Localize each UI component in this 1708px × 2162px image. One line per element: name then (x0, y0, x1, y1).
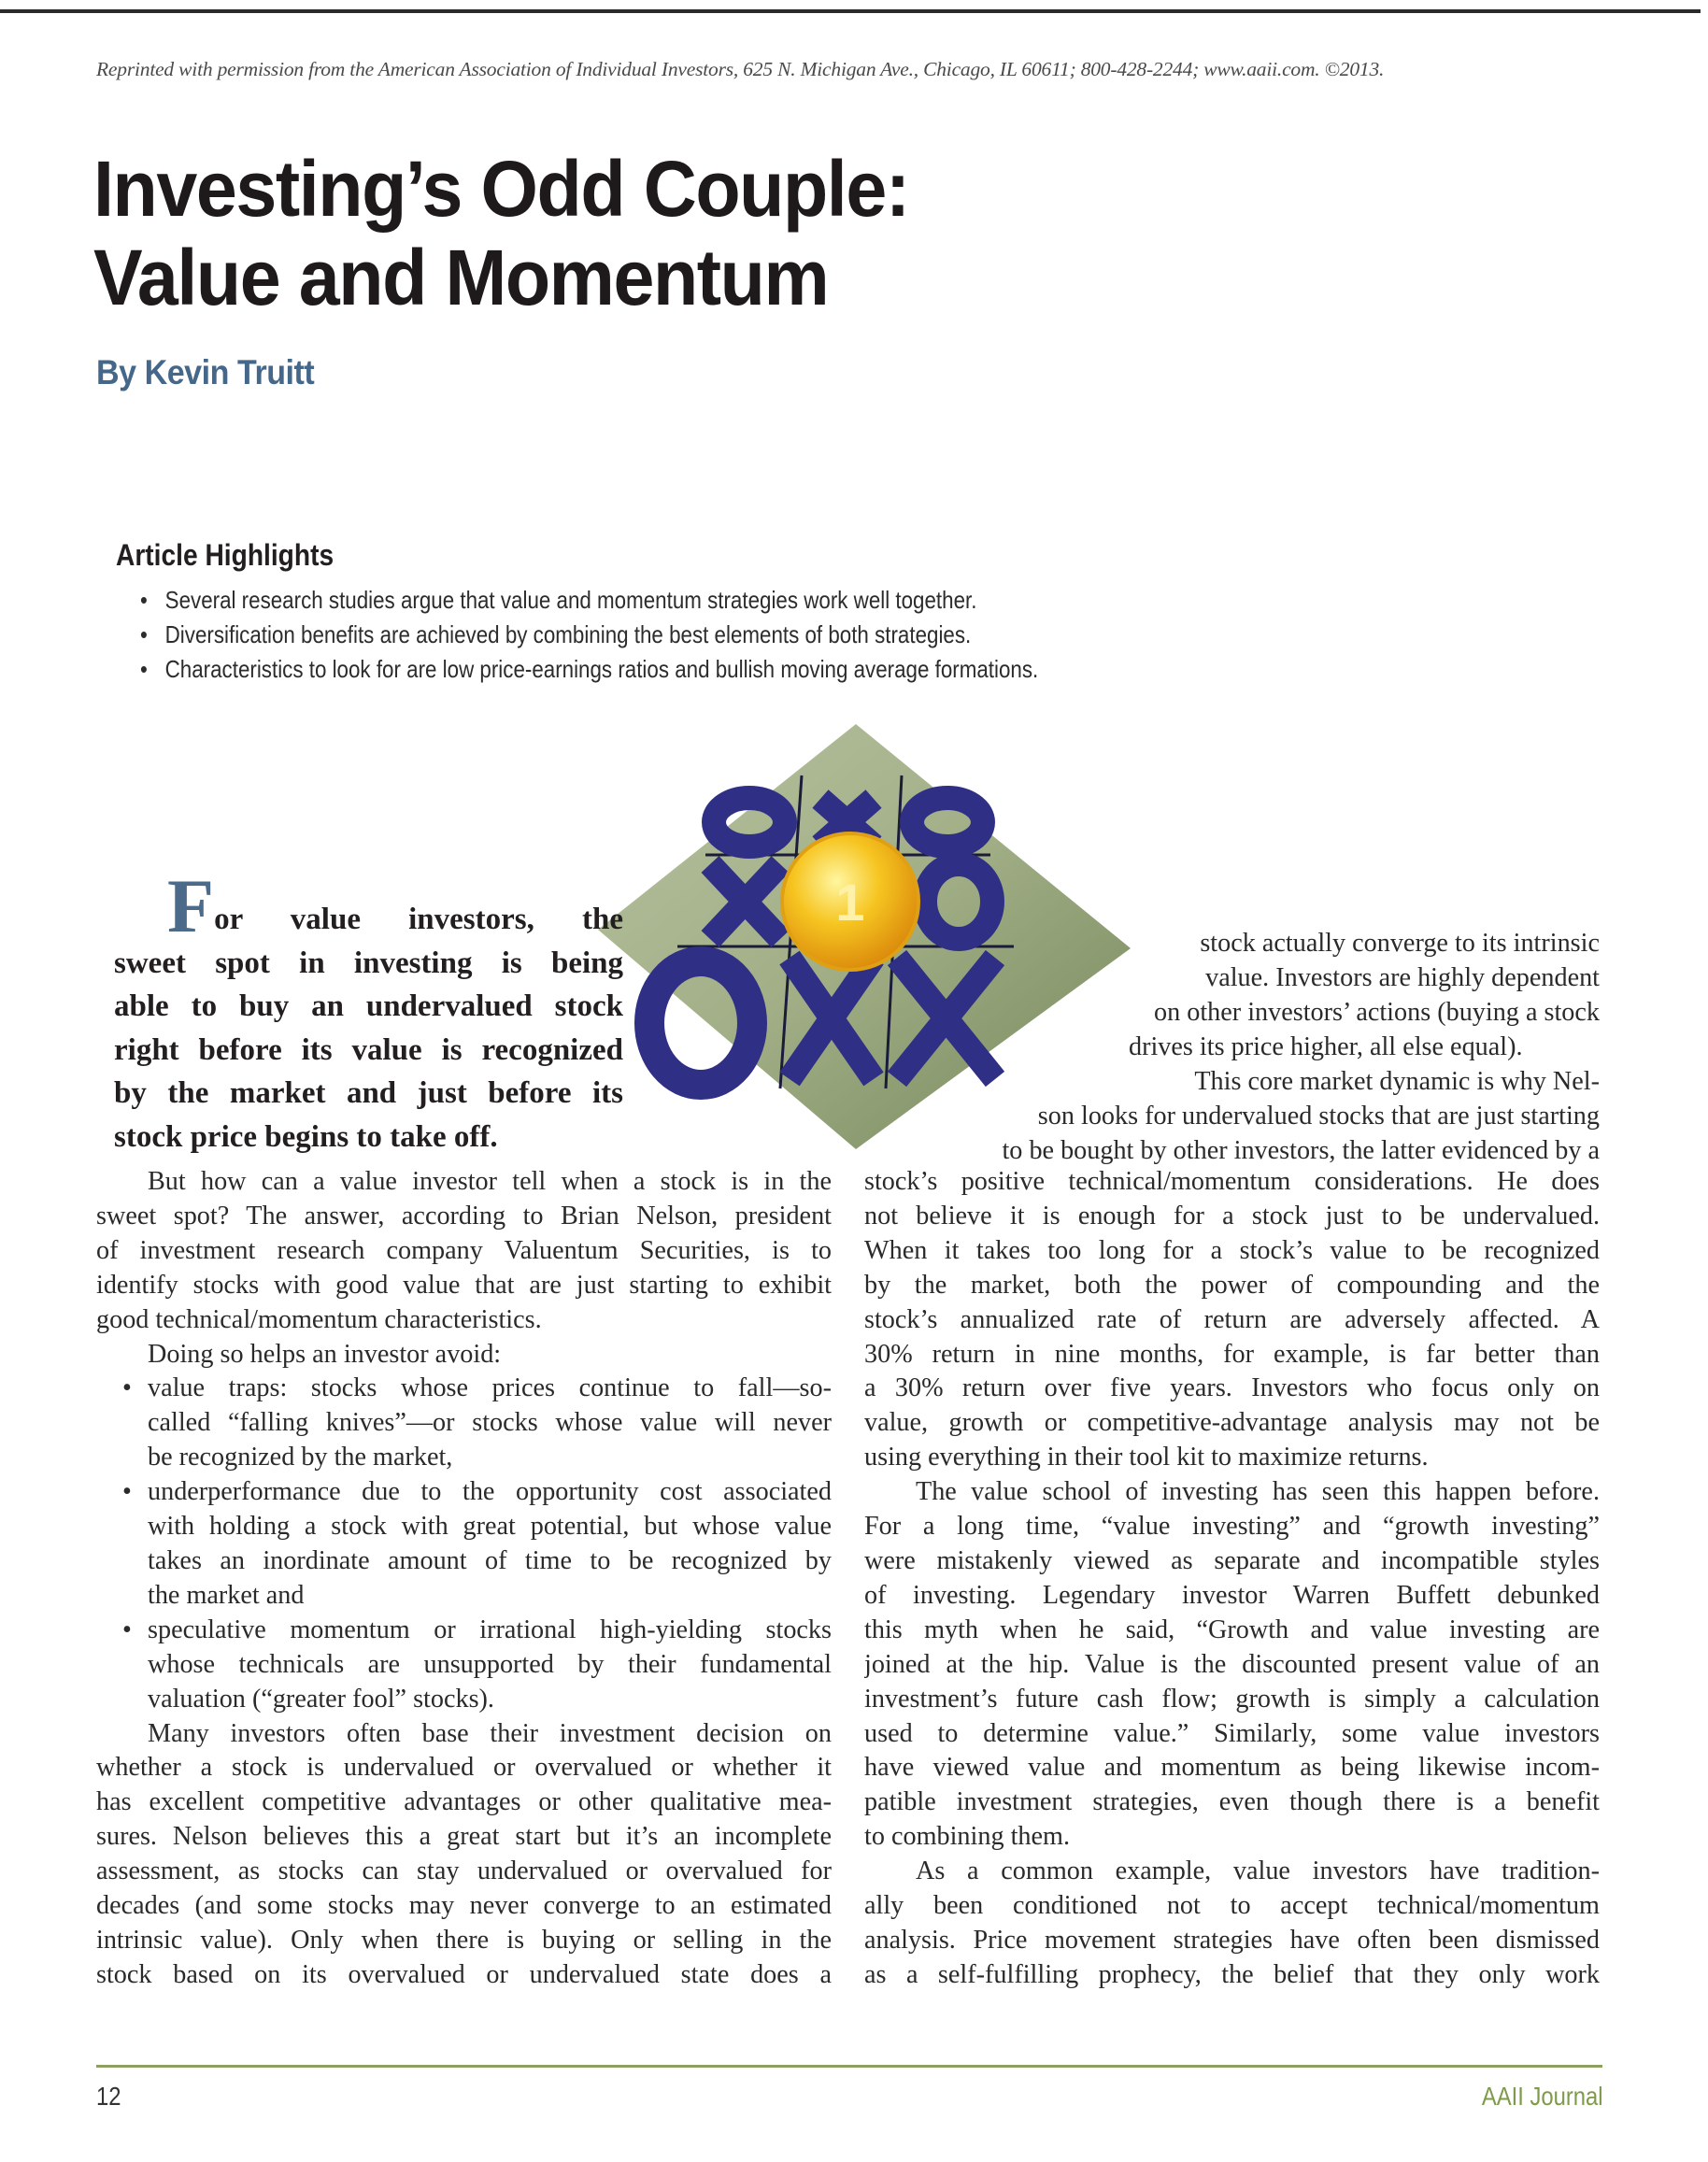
bullet-icon: • (122, 1373, 132, 1403)
reprint-notice: Reprinted with permission from the American Association of Individual Investors, 625 N. Michigan Ave., Chicago, IL 60611; 800-428-2244; www.aaii.com. ©2013. (96, 58, 1385, 80)
wrap-line: on other investors’ actions (buying a stock (1154, 998, 1600, 1027)
title-line-2: Value and Momentum (93, 234, 829, 321)
paragraph: stock’s positive technical/momentum considerations. He does not believe it is enough for a stock just to be undervalued. When it takes too long for a stock’s value to be recognized by the market, both the power of compounding and the stock’s annualized rate of return are adversely affected. A 30% return in nine months, for example, is far better than a 30% return over five years. Investors who focus only on value, growth or competitive-advantage analysis may not be using everything in their tool kit to maximize returns. (864, 1167, 1600, 1472)
footer-rule (96, 2065, 1602, 2068)
bullet-item: • value traps: stocks whose prices continue to fall—so- called “falling knives”—or stocks whose value will never be recognized by the market, (122, 1373, 832, 1472)
bullet-icon: • (122, 1614, 132, 1644)
top-rule (0, 9, 1701, 13)
lead-line: stock price begins to take off. (114, 1119, 498, 1154)
wrap-line: drives its price higher, all else equal). (1129, 1032, 1523, 1061)
wrap-line: son looks for undervalued stocks that are just starting (1037, 1102, 1600, 1131)
drop-cap: F (167, 863, 215, 948)
lead-line: For value investors, the (167, 863, 623, 948)
wrap-line: This core market dynamic is why Nel- (1194, 1067, 1600, 1096)
lead-line: right before its value is recognized (114, 1032, 623, 1067)
byline: By Kevin Truitt (96, 353, 315, 391)
highlight-item: • Diversification benefits are achieved by combining the best elements of both strategies. (140, 618, 1038, 652)
highlights-list (140, 583, 1038, 687)
bullet-icon: • (122, 1477, 132, 1507)
lead-paragraph (114, 863, 623, 1159)
left-column (96, 1165, 832, 1993)
lead-line: sweet spot in investing is being (114, 946, 623, 980)
paragraph: Doing so helps an investor avoid: (148, 1339, 502, 1369)
paragraph: As a common example, value investors have tradition- ally been conditioned not to accept technical/momentum analysis. Price movement strategies have often been dismissed as a self-fulfilling prophecy, the belief that they only work (864, 1856, 1600, 1989)
paragraph: The value school of investing has seen this happen before. For a long time, “value investing” and “growth investing” were mistakenly viewed as separate and incompatible styles of investing. Legendary investor Warren Buffett debunked this myth when he said, “Growth and value investing are joined at the hip. Value is the discounted present value of an investment’s future cash flow; growth is simply a calculation used to determine value.” Similarly, some value investors have viewed value and momentum as being likewise incom- patible investment strategies, even though there is a benefit to combining them. (864, 1477, 1600, 1852)
highlights-heading: Article Highlights (116, 538, 334, 572)
coin-label: 1 (835, 873, 865, 932)
wrap-line: stock actually converge to its intrinsic (1200, 929, 1600, 958)
title-line-1: Investing’s Odd Couple: (93, 145, 909, 233)
page-number: 12 (96, 2082, 121, 2111)
paragraph: Many investors often base their investment decision on whether a stock is undervalued or overvalued or whether it has excellent competitive advantages or other qualitative mea- sures. Nelson believes this a great start but it’s an incomplete assessment, as stocks can stay undervalued or overvalued for decades (and some stocks may never converge to an estimated intrinsic value). Only when there is buying or selling in the stock based on its overvalued or undervalued state does a (96, 1718, 832, 1989)
article-title (93, 145, 909, 322)
highlight-item: • Characteristics to look for are low price-earnings ratios and bullish moving average formations. (140, 652, 1038, 687)
journal-name: AAII Journal (1482, 2082, 1603, 2111)
wrap-line: to be bought by other investors, the latter evidenced by a (1002, 1136, 1600, 1165)
highlight-item: • Several research studies argue that value and momentum strategies work well together. (140, 583, 1038, 618)
wrap-line: value. Investors are highly dependent (1205, 963, 1600, 992)
paragraph: But how can a value investor tell when a stock is in the sweet spot? The answer, according to Brian Nelson, president of investment research company Valuentum Securities, is to identify stocks with good value that are just starting to exhibit good technical/momentum characteristics. (96, 1167, 832, 1334)
bullet-item: • underperformance due to the opportunity cost associated with holding a stock with great potential, but whose value takes an inordinate amount of time to be recognized by the market and (122, 1477, 832, 1610)
right-column (864, 1165, 1600, 1993)
lead-line: able to buy an undervalued stock (114, 989, 623, 1023)
lead-line: by the market and just before its (114, 1076, 623, 1110)
bullet-item: • speculative momentum or irrational high-yielding stocks whose technicals are unsupported by their fundamental valuation (“greater fool” stocks). (122, 1614, 832, 1714)
